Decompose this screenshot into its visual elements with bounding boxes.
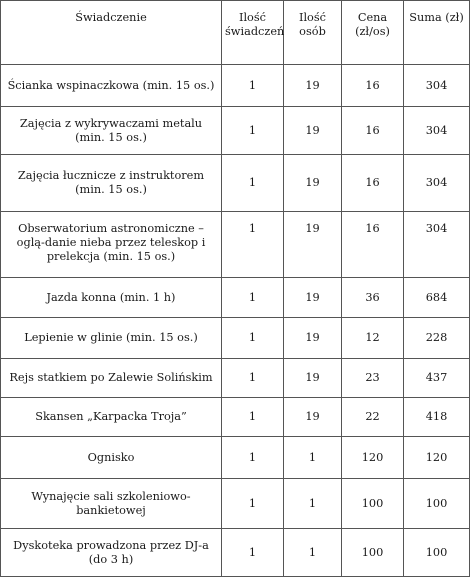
row-persons: 19: [284, 212, 342, 278]
row-quantity: 1: [222, 318, 284, 359]
row-total: 684: [404, 278, 470, 318]
row-total: 304: [404, 107, 470, 155]
table-row: [1, 398, 470, 437]
header-persons: Ilość osób: [284, 1, 342, 65]
row-price: 16: [342, 212, 404, 278]
row-persons: 19: [284, 107, 342, 155]
row-price: 16: [342, 155, 404, 212]
table-row: [1, 65, 470, 107]
row-quantity: 1: [222, 107, 284, 155]
row-price: 16: [342, 65, 404, 107]
table-row: [1, 529, 470, 577]
row-persons: 1: [284, 437, 342, 479]
row-service: Jazda konna (min. 1 h): [1, 278, 222, 318]
row-quantity: 1: [222, 278, 284, 318]
header-price: Cena (zł/os): [342, 1, 404, 65]
row-service: Ognisko: [1, 437, 222, 479]
row-service: Wynajęcie sali szkoleniowo-bankietowej: [1, 479, 222, 529]
table-header-row: [1, 1, 470, 65]
table-row: [1, 212, 470, 278]
row-quantity: 1: [222, 479, 284, 529]
row-quantity: 1: [222, 212, 284, 278]
row-service: Skansen „Karpacka Troja”: [1, 398, 222, 437]
row-persons: 19: [284, 65, 342, 107]
row-total: 418: [404, 398, 470, 437]
row-persons: 19: [284, 278, 342, 318]
table-row: [1, 359, 470, 398]
row-persons: 19: [284, 398, 342, 437]
row-total: 304: [404, 155, 470, 212]
row-service: Zajęcia z wykrywaczami metalu (min. 15 os.): [1, 107, 222, 155]
row-quantity: 1: [222, 155, 284, 212]
row-persons: 19: [284, 359, 342, 398]
row-service: Lepienie w glinie (min. 15 os.): [1, 318, 222, 359]
row-service: Ścianka wspinaczkowa (min. 15 os.): [1, 65, 222, 107]
row-total: 437: [404, 359, 470, 398]
row-service: Dyskoteka prowadzona przez DJ-a (do 3 h): [1, 529, 222, 577]
row-quantity: 1: [222, 529, 284, 577]
row-quantity: 1: [222, 437, 284, 479]
row-price: 120: [342, 437, 404, 479]
row-total: 228: [404, 318, 470, 359]
row-total: 304: [404, 65, 470, 107]
row-price: 22: [342, 398, 404, 437]
row-price: 12: [342, 318, 404, 359]
table-row: [1, 107, 470, 155]
row-total: 120: [404, 437, 470, 479]
row-service: Rejs statkiem po Zalewie Solińskim: [1, 359, 222, 398]
row-quantity: 1: [222, 65, 284, 107]
header-total: Suma (zł): [404, 1, 470, 65]
row-price: 36: [342, 278, 404, 318]
row-quantity: 1: [222, 359, 284, 398]
row-service: Zajęcia łucznicze z instruktorem (min. 15 os.): [1, 155, 222, 212]
header-service: Świadczenie: [1, 1, 222, 65]
table-row: [1, 437, 470, 479]
row-total: 100: [404, 529, 470, 577]
row-price: 100: [342, 479, 404, 529]
header-quantity: Ilość świadczeń: [222, 1, 284, 65]
row-total: 304: [404, 212, 470, 278]
row-service: Obserwatorium astronomiczne – oglą-danie nieba przez teleskop i prelekcja (min. 15 os.): [1, 212, 222, 278]
row-persons: 19: [284, 318, 342, 359]
table-row: [1, 318, 470, 359]
table-row: [1, 278, 470, 318]
table-row: [1, 155, 470, 212]
row-persons: 1: [284, 479, 342, 529]
row-total: 100: [404, 479, 470, 529]
row-price: 16: [342, 107, 404, 155]
row-price: 100: [342, 529, 404, 577]
row-persons: 19: [284, 155, 342, 212]
row-quantity: 1: [222, 398, 284, 437]
table-row: [1, 479, 470, 529]
row-persons: 1: [284, 529, 342, 577]
row-price: 23: [342, 359, 404, 398]
